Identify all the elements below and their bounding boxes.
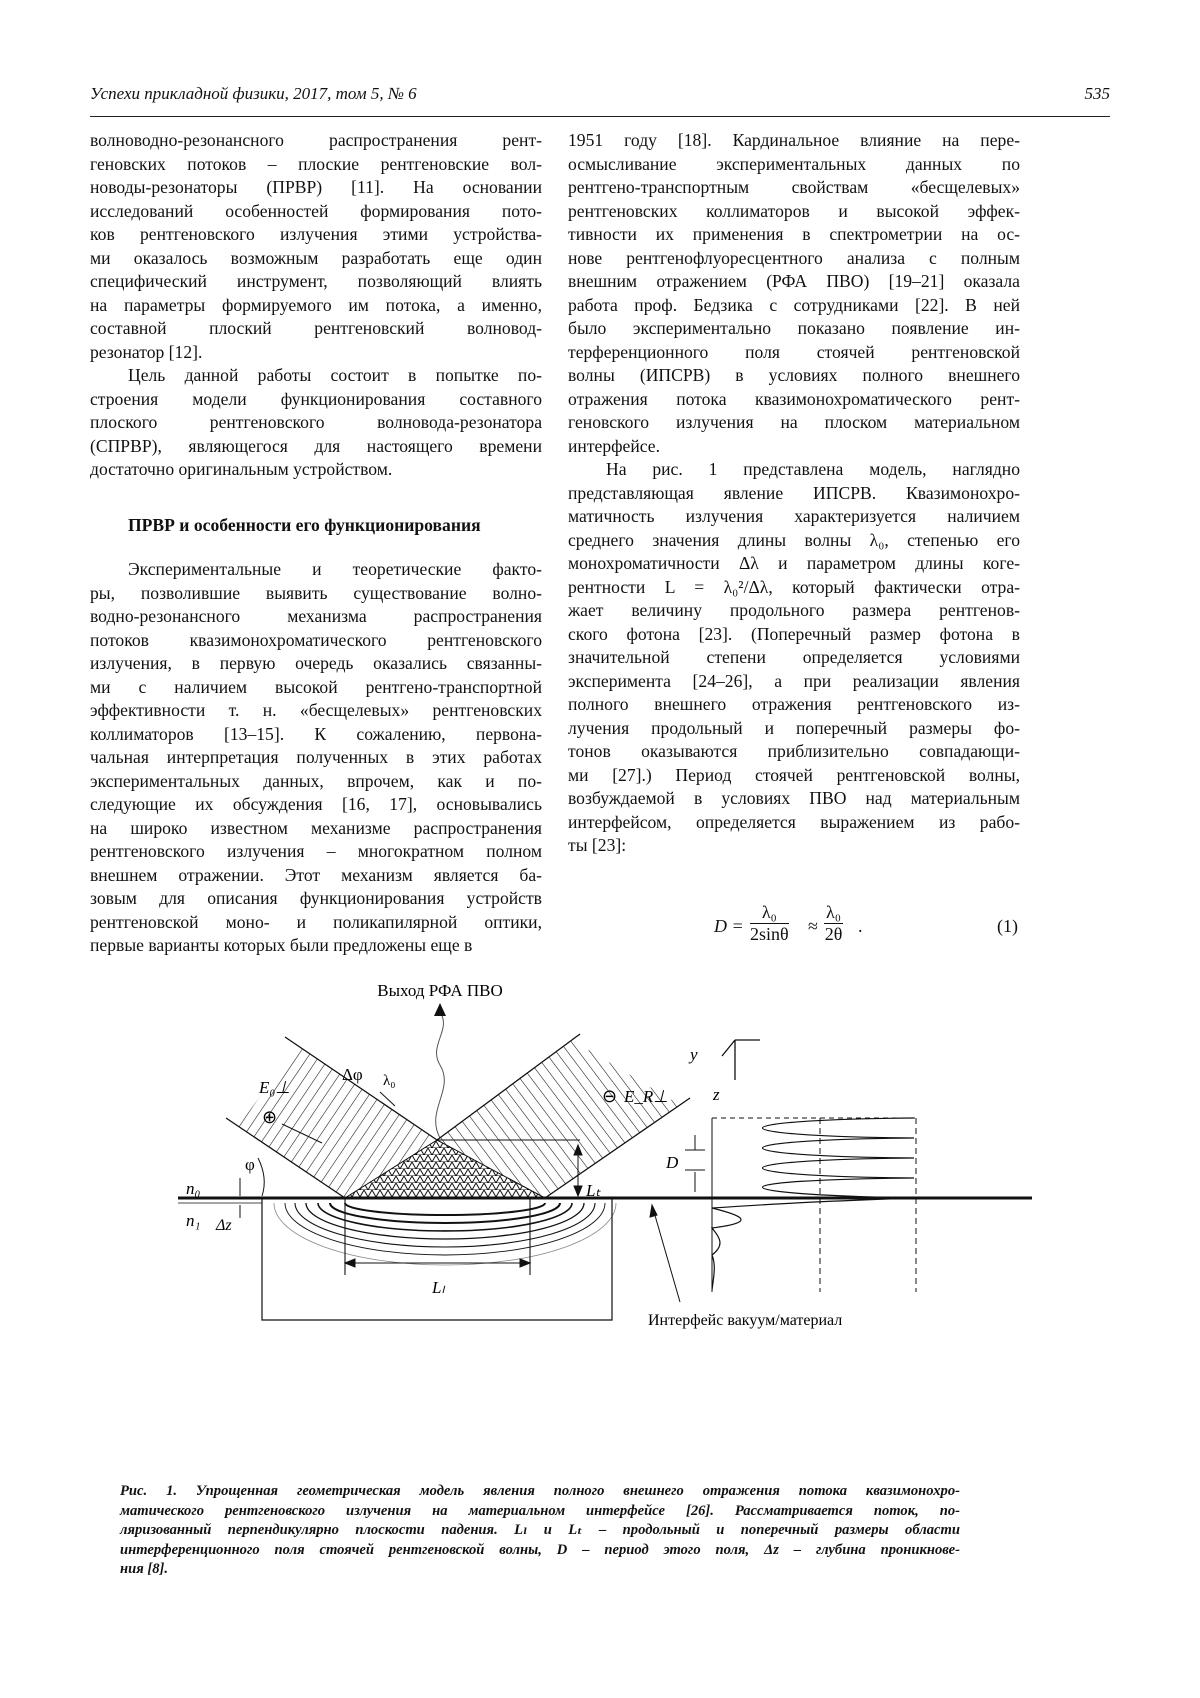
fraction-2-numerator: λ₀ (826, 902, 842, 922)
text-line: излучения, в первую очередь оказались связанны- (90, 653, 542, 673)
text-line: достаточно оригинальным устройством. (90, 459, 393, 479)
text-line: осмысливание экспериментальных данных по (568, 153, 1020, 174)
text-line: интерфейсе. (568, 435, 660, 456)
axes-icon (722, 1040, 760, 1080)
text-line: волноводно-резонансного распространения рент- (90, 130, 542, 150)
evanescent-field (274, 1203, 616, 1265)
text-line: интерфейсом, определяется выражением из рабо- (568, 811, 1020, 832)
text-line: тивности их применения в спектрометрии на ос- (568, 224, 1020, 244)
exit-arrow-icon (434, 1003, 446, 1016)
e0-label: E₀⊥ (259, 1078, 291, 1097)
exit-label: Выход РФА ПВО (377, 981, 503, 1000)
text-line: плоского рентгеновского волновода-резонатора (90, 412, 542, 432)
text-line: рентгено-транспортным свойствам «бесщелевых» (568, 177, 1020, 197)
lt-label: Lₜ (586, 1181, 601, 1200)
text-line: ры, позволившие выявить существование волно- (90, 582, 542, 603)
lambda0-label: λ₀ (383, 1073, 396, 1089)
text-line: на широко известном механизме распространения (90, 817, 542, 838)
text-line: ского фотона [23]. (Поперечный размер фотона в (568, 623, 1020, 644)
equation-approx: ≈ (808, 916, 818, 936)
text-line: ты [23]: (568, 835, 627, 855)
text-line: рентности L = λ₀²/Δλ, который фактически отра- (568, 576, 1020, 597)
text-line: исследований особенностей формирования пото- (90, 200, 542, 221)
n0-label: n₀ (186, 1179, 201, 1198)
caption-line: матического рентгеновского излучения на материальном интерфейсе [26]. Рассматривается поток, по- (120, 1502, 960, 1519)
text-line: потоков квазимонохроматического рентгеновского (90, 629, 542, 650)
text-line: внешнем отражении. Этот механизм является ба- (90, 864, 542, 885)
text-line: На рис. 1 представлена модель, наглядно (606, 459, 1020, 479)
text-line: рентгеновских коллиматоров и высокой эффек- (568, 200, 1020, 221)
d-label: D (666, 1153, 679, 1172)
text-line: было экспериментально показано появление ин- (568, 318, 1020, 338)
text-line: рентгеновской моно- и поликапилярной оптики, (90, 911, 542, 932)
equation-lhs: D = (714, 916, 744, 936)
text-line: Цель данной работы состоит в попытке по- (128, 365, 542, 385)
text-line: 1951 году [18]. Кардинальное влияние на пере- (568, 130, 1020, 150)
text-line: ми [27].) Период стоячей рентгеновской волны, (568, 764, 1020, 785)
caption-line: Рис. 1. Упрощенная геометрическая модель явления полного внешнего отражения потока квазимонохро- (120, 1483, 960, 1499)
text-line: внешним отражением (РФА ПВО) [19–21] оказала (568, 271, 1020, 291)
text-line: жает величину продольного размера рентгенов- (568, 600, 1020, 620)
text-line: отражения потока квазимонохроматического рент- (568, 388, 1020, 409)
text-line: зовым для описания функционирования устройств (90, 888, 542, 908)
ll-arrow (345, 1259, 530, 1267)
fraction-1-denominator: 2sinθ (750, 924, 789, 944)
text-line: эксперимента [24–26], а при реализации явления (568, 670, 1020, 691)
text-line: полного внешнего отражения рентгеновского из- (568, 694, 1020, 714)
text-line: резонатор [12]. (90, 341, 203, 362)
text-line: ми с наличием высокой рентгено-транспортной (90, 676, 542, 697)
text-line: ми оказалось возможным разработать еще один (90, 247, 542, 268)
equation-period: . (858, 916, 863, 936)
text-line: матичность излучения характеризуется наличием (568, 506, 1020, 526)
text-line: ков рентгеновского излучения этими устройства- (90, 224, 542, 244)
text-line: следующие их обсуждения [16, 17], основывались (90, 794, 542, 814)
phi-angle-arc (258, 1158, 264, 1196)
text-line: тонов оказываются приблизительно совпадающи- (568, 741, 1020, 761)
interface-label: Интерфейс вакуум/материал (648, 1312, 843, 1329)
text-line: экспериментальных данных, впрочем, как и по- (90, 770, 542, 791)
text-line: коллиматоров [13–15]. К сожалению, первона- (90, 723, 542, 744)
minus-symbol: ⊖ (602, 1086, 618, 1106)
caption-line: ляризованный перпендикулярно плоскости падения. Lₗ и Lₜ – продольный и поперечный размеры области (120, 1522, 960, 1539)
text-line: первые варианты которых были предложены еще в (90, 935, 473, 955)
text-line: терференционного поля стоячей рентгеновской (568, 341, 1020, 362)
ll-label: Lₗ (432, 1278, 445, 1297)
delta-phi-label: Δφ (342, 1065, 363, 1084)
text-line: специфический инструмент, позволяющий влиять (90, 271, 542, 291)
fraction-2-denominator: 2θ (824, 924, 843, 944)
page-number: 535 (1084, 84, 1110, 103)
text-line: новоды-резонаторы (ПРВР) [11]. На основании (90, 177, 542, 197)
text-line: чальная интерпретация полученных в этих работах (90, 747, 542, 767)
text-line: эффективности т. н. «бесщелевых» рентгеновских (90, 700, 542, 720)
figure-caption (120, 1482, 960, 1580)
text-line: нове рентгенофлуоресцентного анализа с полным (568, 247, 1020, 268)
axis-z-label: z (713, 1085, 720, 1104)
journal-header: Успехи прикладной физики, 2017, том 5, № 6 (90, 84, 417, 103)
n1-label: n₁ (186, 1211, 201, 1230)
text-line: водно-резонансного механизма распространения (90, 606, 542, 626)
er-label: E_R⊥ (624, 1087, 669, 1106)
text-line: лучения продольный и поперечный размеры фо- (568, 717, 1020, 738)
caption-line: интерференционного поля стоячей рентгеновской волны, D – период этого поля, Δz – глубина проникнове- (120, 1541, 960, 1558)
text-line: строения модели функционирования составного (90, 388, 542, 409)
text-line: возбуждаемой в условиях ПВО над материальным (568, 788, 1020, 808)
text-line: геновского излучения на плоском материальном (568, 412, 1020, 432)
text-line: представляющая явление ИПСРВ. Квазимонохро- (568, 482, 1020, 503)
text-line: рентгеновского излучения – многократном полном (90, 841, 542, 861)
caption-line: ния [8]. (120, 1561, 169, 1578)
d-arrows (685, 1135, 705, 1192)
axis-y-label: y (690, 1045, 698, 1064)
text-line: монохроматичности Δλ и параметром длины коге- (568, 553, 1020, 573)
equation-number: (1) (997, 916, 1018, 936)
text-line: геновских потоков – плоские рентгеновские вол- (90, 153, 542, 174)
section-heading: ПРВР и особенности его функционирования (128, 515, 481, 535)
text-line: на параметры формируемого им потока, а именно, (90, 294, 542, 315)
text-line: составной плоский рентгеновский волновод- (90, 318, 542, 338)
text-line: работа проф. Бедзика с сотрудниками [22]. В ней (568, 294, 1020, 315)
intensity-profile (712, 1118, 916, 1292)
plus-symbol: ⊕ (262, 1107, 278, 1127)
text-line: среднего значения длины волны λ₀, степенью его (568, 529, 1020, 550)
interface-pointer (650, 1205, 680, 1302)
phi-label: φ (245, 1155, 255, 1174)
fluorescence-wave (436, 1012, 445, 1138)
text-line: значительной степени определяется условиями (568, 647, 1020, 667)
fraction-1-numerator: λ₀ (750, 902, 789, 924)
text-line: (СПРВР), являющегося для настоящего времени (90, 435, 542, 456)
text-line: волны (ИПСРВ) в условиях полного внешнего (568, 365, 1020, 385)
text-line: Экспериментальные и теоретические факто- (128, 559, 542, 579)
delta-z-label: Δz (216, 1217, 232, 1234)
